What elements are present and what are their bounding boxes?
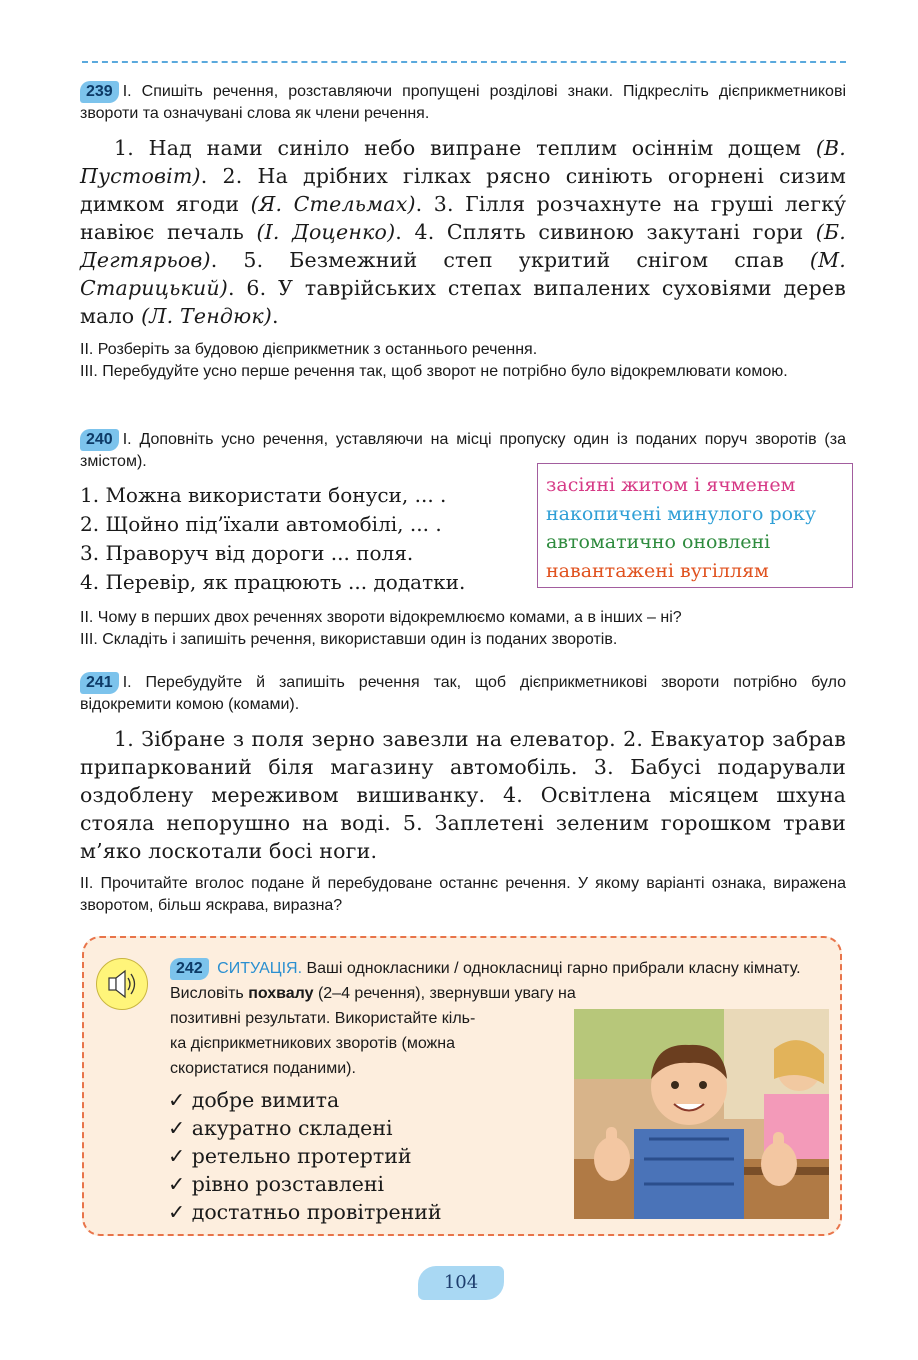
exercise-number-badge: 242 [170,958,209,980]
list-item: 3. Праворуч від дороги ... поля. [80,541,414,565]
situation-line: позитивні результати. Використайте кіль- [170,1010,476,1027]
situation-title: СИТУАЦІЯ. [217,960,303,977]
checklist-item: ✓ добре вимита [168,1088,340,1112]
exercise-240-task-3: ІІІ. Складіть і запишіть речення, використавши один із поданих зворотів. [80,631,618,648]
author-citation: (Б. Дегтярьов) [80,220,846,272]
situation-line: ка дієприкметникових зворотів (можна [170,1035,455,1052]
checkmark-icon: ✓ [168,1200,186,1224]
exercise-239-sentences: 1. Над нами синіло небо випране теплим осіннім дощем (В. Пустовіт). 2. На дрібних гілках рясно синіють огорнені сизим димком ягоди (Я. Стельмах). 3. Гілля розчахнуте на груші легкý навіює печаль (І. Доценко). 4. Сплять сивиною закутані гори (Б. Дегтярьов). 5. Безмежний степ укритий снігом спав (М. Старицький). 6. У таврійських степах випалених суховіями дерев мало (Л. Тендюк). [80,136,846,328]
classroom-boy-photo [574,1009,829,1219]
exercise-239 [80,81,846,383]
checklist-item: ✓ ретельно протертий [168,1144,412,1168]
exercise-241 [80,672,846,917]
author-citation: (Я. Стельмах) [250,192,416,216]
exercise-240-task-2: ІІ. Чому в перших двох реченнях звороти відокремлюємо комами, а в інших – ні? [80,609,682,626]
phrase-checklist [168,1086,442,1226]
author-citation: (Л. Тендюк) [141,304,272,328]
checkmark-icon: ✓ [168,1172,186,1196]
checklist-item: ✓ акуратно складені [168,1116,393,1140]
situation-line: 242 СИТУАЦІЯ. Ваші однокласники / однокласниці гарно прибрали класну кімнату. Висловіть похвалу (2–4 речення), звернувши увагу на [170,960,801,1002]
exercise-240-instruction: 240 І. Доповніть усно речення, уставляючи на місці пропуску один із поданих поруч зворотів (за змістом). [80,431,846,470]
exercise-241-instruction: 241 І. Перебудуйте й запишіть речення так, щоб дієприкметникові звороти потрібно було відокремити комою (комами). [80,674,846,713]
exercise-number-badge: 241 [80,672,119,694]
exercise-240-tasks [80,607,846,651]
option-phrase: накопичені минулого року [546,502,817,525]
checkmark-icon: ✓ [168,1144,186,1168]
author-citation: (І. Доценко) [256,220,396,244]
exercise-number-badge: 240 [80,429,119,451]
author-citation: (М. Старицький) [80,248,846,300]
situation-box [82,936,842,1236]
exercise-241-task-2: ІІ. Прочитайте вголос подане й перебудоване останнє речення. У якому варіанті ознака, виражена зворотом, більш яскрава, виразна? [80,875,846,914]
exercise-number-badge: 239 [80,81,119,103]
phrase-options-box [537,463,853,588]
checklist-item: ✓ достатньо провітрений [168,1200,442,1224]
exercise-239-task-2: ІІ. Розберіть за будовою дієприкметник з останнього речення. [80,341,538,358]
checkmark-icon: ✓ [168,1088,186,1112]
situation-line: скористатися поданими). [170,1060,356,1077]
list-item: 2. Щойно під’їхали автомобілі, ... . [80,512,442,536]
top-dashed-rule [82,61,846,63]
speaker-icon [96,958,148,1010]
list-item: 4. Перевір, як працюють ... додатки. [80,570,466,594]
checklist-item: ✓ рівно розставлені [168,1172,385,1196]
option-phrase: засіяні житом і ячменем [546,474,796,496]
list-item: 1. Можна використати бонуси, ... . [80,483,447,507]
option-phrase: навантажені вугіллям [546,559,769,582]
author-citation: (В. Пустовіт) [80,136,846,188]
exercise-241-sentences: 1. Зібране з поля зерно завезли на елеватор. 2. Евакуатор забрав припаркований біля магазину автомобіль. 3. Бабусі подарували оздоблену мереживом вишиванку. 4. Освітлена місяцем шхуна стояла непорушно на воді. 5. Заплетені зеленим горошком трави м’яко лоскотали босі ноги. [80,727,846,863]
exercise-239-instruction: 239 І. Спишіть речення, розставляючи пропущені розділові знаки. Підкресліть дієприкметникові звороти та означувані слова як члени речення. [80,83,846,122]
exercise-239-task-3: ІІІ. Перебудуйте усно перше речення так, щоб зворот не потрібно було відокремлювати комою. [80,363,788,380]
checkmark-icon: ✓ [168,1116,186,1140]
option-phrase: автоматично оновлені [546,531,771,553]
page-number: 104 [418,1266,504,1300]
